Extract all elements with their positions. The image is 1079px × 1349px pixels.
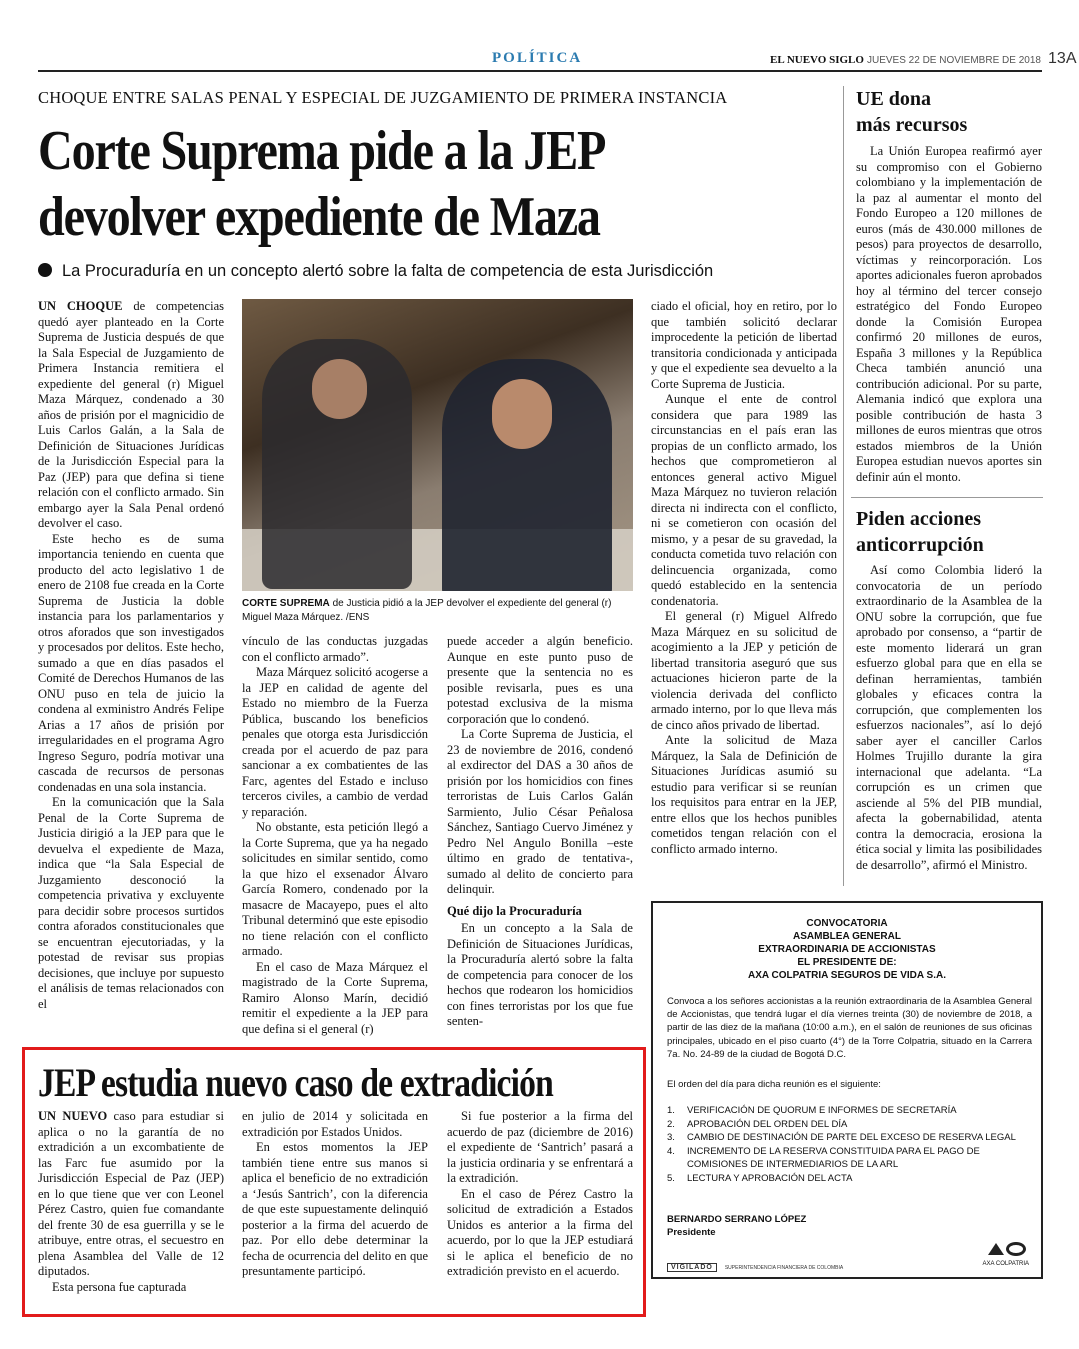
title-line: anticorrupción: [856, 534, 984, 556]
title-line: Piden acciones: [856, 508, 981, 530]
agenda-item: [667, 1145, 1017, 1172]
sidebar-story-1-title: [856, 86, 967, 138]
issue-date: JUEVES 22 DE NOVIEMBRE DE 2018: [866, 55, 1041, 66]
header-rule: [38, 70, 1042, 72]
sidebar-story-2-title: [856, 506, 984, 558]
caption-text: de Justicia pidió a la JEP devolver el expediente del general (r) Miguel Maza Márquez. /ENS: [242, 598, 612, 623]
ad-title-line: AXA COLPATRIA SEGUROS DE VIDA S.A.: [748, 970, 946, 981]
headline-line-1: Corte Suprema pide a la JEP: [38, 120, 606, 182]
paragraph: En estos momentos la JEP también tiene entre sus manos si aplica el beneficio de no extradición a ‘Jesús Santrich’, con la diferencia de que este supuestamente delinquió posterior a la firma del acuerdo de paz. Por ello debe determinar la fecha de ocurrencia del delito en que presuntamente participó.: [242, 1140, 428, 1278]
agenda-text: APROBACIÓN DEL ORDEN DEL DÍA: [687, 1118, 848, 1130]
sidebar-story-2-body: [856, 563, 1042, 873]
paragraph: ciado el oficial, hoy en retiro, por lo que también solicitó declarar improcedente la petición de libertad transitoria condicionada y anticipada y que el expediente sea devuelto a la Corte Suprema de Justicia.: [651, 299, 837, 391]
paragraph: Ante la solicitud de Maza Márquez, la Sala de Definición de Situaciones Jurídicas asumió su estudio para verificar si se reunían los requisitos para entrar en la JEP, entre ellos que los hechos punibles cometidos tengan relación con el conflicto armado interno.: [651, 733, 837, 856]
agenda-item: [667, 1172, 1017, 1186]
column-divider: [843, 86, 844, 886]
bullet-icon: [38, 263, 52, 277]
agenda-item: [667, 1131, 1017, 1145]
article-subhead: [38, 262, 713, 281]
title-line: UE dona: [856, 88, 932, 110]
ad-signature: [667, 1213, 806, 1239]
ad-body: Convoca a los señores accionistas a la reunión extraordinaria de la Asamblea General de Accionistas, que tendrá lugar el día viernes treinta (30) de noviembre de 2018, a partir de las diez de la mañana (10:00 a.m.), en el salón de reuniones de sus oficinas principales, ubicado en el piso cuarto (4°) de la Torre Colpatria, situado en la Carrera 7a. No. 24-89 de la ciudad de Bogotá D.C.: [667, 996, 1032, 1060]
ad-agenda-list: [667, 1104, 1017, 1185]
photo-face-left: [312, 359, 367, 419]
agenda-item: [667, 1118, 1017, 1132]
agenda-text: VERIFICACIÓN DE QUORUM E INFORMES DE SECRETARÍA: [687, 1105, 957, 1116]
page-number: 13A: [1048, 50, 1077, 67]
vigilado-badge: VIGILADO: [667, 1263, 717, 1272]
paragraph: En la comunicación que la Sala Penal de la Corte Suprema de Justicia dirigió a la JEP para que le devuelva el expediente de Maza, indica que “la Sala Especial de Juzgamiento desconoció la competencia privativa y excluyente para decidir sobre procesos surtidos contra aforados constitucionales que se encuentran ejecutoriadas, y la potestad de revisar sus propias decisiones, que incluye por supuesto el análisis de temas relacionados con el: [38, 795, 224, 1011]
paragraph: Si fue posterior a la firma del acuerdo de paz (diciembre de 2016) el expediente de ‘Santrich’ pasará a la justicia ordinaria y se enfrentará a la extradición.: [447, 1109, 633, 1185]
agenda-text: CAMBIO DE DESTINACIÓN DE PARTE DEL EXCESO DE RESERVA LEGAL: [687, 1132, 1016, 1143]
paragraph: La Unión Europea reafirmó ayer su compromiso con el Gobierno colombiano y la implementación de la paz al aumentar el monto del Fondo Europeo a 120 millones de euros (más de 430.000 millones de pesos) para proyectos de desarrollo, víctimas y reincorporación. Los aportes adicionales fueron aprobados hoy al término del tercer consejo estratégico del Fondo Europeo donde la Comisión Europea confirmó 20 millones de euros, España 3 millones y la República Checa también anunció una contribución adicional. Por su parte, Alemania indicó que explora una posible contribución de hasta 3 millones de euros mientras que otros estados miembros de la Unión Europea estudian nuevos aportes sin definir aún el monto.: [856, 144, 1042, 484]
paragraph: Maza Márquez solicitó acogerse a la JEP en calidad de agente del Estado no miembro de la Fuerza Pública, buscando los beneficios penales que otorga esta Jurisdicción creada por el acuerdo de paz para sancionar a ex combatientes de las Farc, agentes del Estado e incluso terceros civiles, a cambio de verdad y reparación.: [242, 665, 428, 819]
shareholders-notice-ad: [651, 901, 1043, 1279]
section-subtitle: Qué dijo la Procuraduría: [447, 903, 582, 918]
axa-colpatria-logo: [983, 1241, 1029, 1271]
paragraph: El general (r) Miguel Alfredo Maza Márquez en su solicitud de acogimiento a la JEP y petición de libertad transitoria aseguró que sus actuaciones hicieron parte de la violencia derivada del conflicto armado interno, por lo que lleva más de cinco años privado de libertad.: [651, 609, 837, 732]
paragraph: puede acceder a algún beneficio. Aunque en este punto puso de presente que la sentencia no es posible revisarla, pues es una potestad exclusiva de la misma corporación que lo condenó.: [447, 634, 633, 726]
paragraph-text: de competencias quedó ayer planteado en la Corte Suprema de Justicia después de que la Sala Especial de Juzgamiento de Primera Instancia remitiera el expediente del general (r) Miguel Maza Márquez, condenado a 30 años de prisión por el magnicidio de Luis Carlos Galán, a la Sala de Definición de Situaciones Jurídicas de la Jurisdicción Especial para la Paz (JEP) para que defina si tiene relación con el conflicto armado. Sin embargo ayer la Sala Penal ordenó devolver el caso.: [38, 299, 224, 530]
subhead-text: La Procuraduría en un concepto alertó sobre la falta de competencia de esta Jurisdicción: [62, 262, 714, 280]
agenda-text: INCREMENTO DE LA RESERVA CONSTITUIDA PARA EL PAGO DE COMISIONES DE INTERMEDIARIOS DE LA ARL: [687, 1145, 980, 1170]
ad-title: [653, 917, 1041, 982]
paragraph: La Corte Suprema de Justicia, el 23 de noviembre de 2016, condenó al exdirector del DAS a 30 años de prisión por los homicidios con fines terroristas de Luis Carlos Galán Sarmiento, Julio César Peñalosa Sánchez, Santiago Cuervo Jiménez y Pedro Nel Angulo Bonilla –este último en grado de tentativa-, sumado al delito de concierto para delinquir.: [447, 727, 633, 896]
caption-lead: CORTE SUPREMA: [242, 598, 330, 609]
paragraph-text: caso para estudiar si aplica o no la garantía de no extradición a un excombatiente de las Farc fue asumido por la Jurisdicción Especial de Paz (JEP) en lo que tiene que ver con Leonel Pérez Castro, quien fue comandante del frente 30 de esa guerrilla y se le atribuye, entre otras, el secuestro en plena Asamblea del Valle de 12 diputados.: [38, 1109, 224, 1278]
article-column-2: [242, 634, 428, 1037]
paragraph: en julio de 2014 y solicitada en extradición por Estados Unidos.: [242, 1109, 428, 1139]
photo-caption: [242, 597, 634, 625]
signer-name: BERNARDO SERRANO LÓPEZ: [667, 1214, 807, 1225]
second-article-column-3: [447, 1109, 633, 1280]
paragraph: No obstante, esta petición llegó a la Corte Suprema, que ya ha negado solicitudes en similar sentido, como la que hizo el exsenador Álvaro García Romero, condenado por la masacre de Macayepo, pues el alto Tribunal determinó que este episodio no tiene relación con el conflicto armado.: [242, 820, 428, 958]
signer-role: Presidente: [667, 1227, 716, 1238]
ad-agenda-intro: El orden del día para dicha reunión es el siguiente:: [667, 1079, 881, 1090]
agenda-number: 4.: [667, 1145, 675, 1157]
sidebar-divider: [851, 497, 1043, 498]
section-label: POLÍTICA: [492, 50, 583, 66]
paragraph: Este hecho es de suma importancia teniendo en cuenta que producto del acto legislativo 1 de enero de 2108 fue creada en la Corte Suprema de Justicia la doble instancia para los parlamentarios y otros aforados que son investigados y procesados por delitos. Este hecho, sumado a que en días pasados el Comité de Derechos Humanos de las ONU puso en tela de juicio la condena al exministro Andrés Felipe Arias a 17 años de prisión por irregularidades en el programa Agro Ingreso Seguro, podría motivar una cascada de recursos de personas condenadas en una sola instancia.: [38, 531, 224, 794]
sidebar-story-1-body: [856, 144, 1042, 485]
second-article-column-1: [38, 1109, 224, 1295]
article-column-4: [651, 299, 837, 857]
article-headline: [38, 118, 717, 250]
newspaper-name: EL NUEVO SIGLO: [770, 54, 864, 66]
agenda-number: 3.: [667, 1132, 675, 1143]
agenda-text: LECTURA Y APROBACIÓN DEL ACTA: [687, 1172, 853, 1184]
article-photo: [242, 299, 633, 591]
paragraph: Esta persona fue capturada: [52, 1279, 187, 1294]
paragraph: En el caso de Maza Márquez el magistrado de la Corte Suprema, Ramiro Alonso Marín, decidió remitir el expediente a la JEP para que defina si el general (r): [242, 959, 428, 1036]
agenda-number: 5.: [667, 1172, 675, 1184]
superfinanciera-label: SUPERINTENDENCIA FINANCIERA DE COLOMBIA: [724, 1265, 844, 1271]
paragraph: En el caso de Pérez Castro la solicitud de extradición a Estados Unidos es anterior a la firma del acuerdo, por lo que la JEP estudiará si le aplica el beneficio de no extradición previsto en el acuerdo.: [447, 1186, 633, 1278]
photo-face-right: [492, 379, 552, 449]
paragraph: Aunque el ente de control considera que para 1989 las circunstancias en el país eran las propias de un conflicto armado, los hechos que comprometieron al entonces general activo Miguel Maza Márquez no tuvieron relación directa ni indirecta con el conflicto, ni se cometieron con ocasión del mismo, y a pesar de su gravedad, la conducta cometida tuvo relación con delincuencia organizada, como quedó establecido en la sentencia condenatoria.: [651, 392, 837, 608]
paragraph: [38, 1109, 224, 1280]
paragraph: Así como Colombia lideró la convocatoria de un período extraordinario de la Asamblea de la ONU sobre la corrupción, que fue aprobado por consenso, a “partir de este momento liderará un gran esfuerzo global para que en ella se definan herramientas, también globales y eficaces contra la corrupción, que complementen los esfuerzos nacionales”, así lo dejó saber ayer el canciller Carlos Holmes Trujillo durante la gira internacional que adelanta. “La corrupción es un crimen que asciende al 5% del PIB mundial, afecta la gobernabilidad, atenta contra la democracia, erosiona la ética social y limita las posibilidades de desarrollo”, afirmó el Ministro.: [856, 563, 1042, 872]
ad-title-line: EXTRAORDINARIA DE ACCIONISTAS: [758, 944, 936, 955]
paragraph: [38, 299, 224, 532]
second-article-column-2: [242, 1109, 428, 1280]
lead-in: UN NUEVO: [38, 1109, 108, 1123]
lead-in: UN CHOQUE: [38, 299, 123, 313]
paragraph: En un concepto a la Sala de Definición de Situaciones Jurídicas, la Procuraduría alertó sobre la falta de competencia para conocer de los hechos que rodearon los homicidios con fines terroristas por los que fue senten-: [447, 921, 633, 1028]
article-column-1: [38, 299, 224, 1012]
ad-footer: [667, 1261, 843, 1275]
ad-title-line: CONVOCATORIA: [806, 918, 888, 929]
ad-title-line: ASAMBLEA GENERAL: [793, 931, 901, 942]
second-article-headline: JEP estudia nuevo caso de extradición: [38, 1060, 553, 1105]
headline-line-2: devolver expediente de Maza: [38, 186, 600, 248]
agenda-item: [667, 1104, 1017, 1118]
article-kicker: CHOQUE ENTRE SALAS PENAL Y ESPECIAL DE JUZGAMIENTO DE PRIMERA INSTANCIA: [38, 88, 728, 107]
logo-icon: [984, 1241, 1028, 1257]
page-header-info: [770, 50, 1076, 68]
ad-title-line: EL PRESIDENTE DE:: [797, 957, 897, 968]
article-column-3: [447, 634, 633, 1030]
logo-text: AXA COLPATRIA: [982, 1260, 1029, 1267]
title-line: más recursos: [856, 114, 968, 136]
agenda-number: 1.: [667, 1105, 675, 1116]
agenda-number: 2.: [667, 1118, 675, 1130]
paragraph: vínculo de las conductas juzgadas con el conflicto armado”.: [242, 634, 428, 664]
